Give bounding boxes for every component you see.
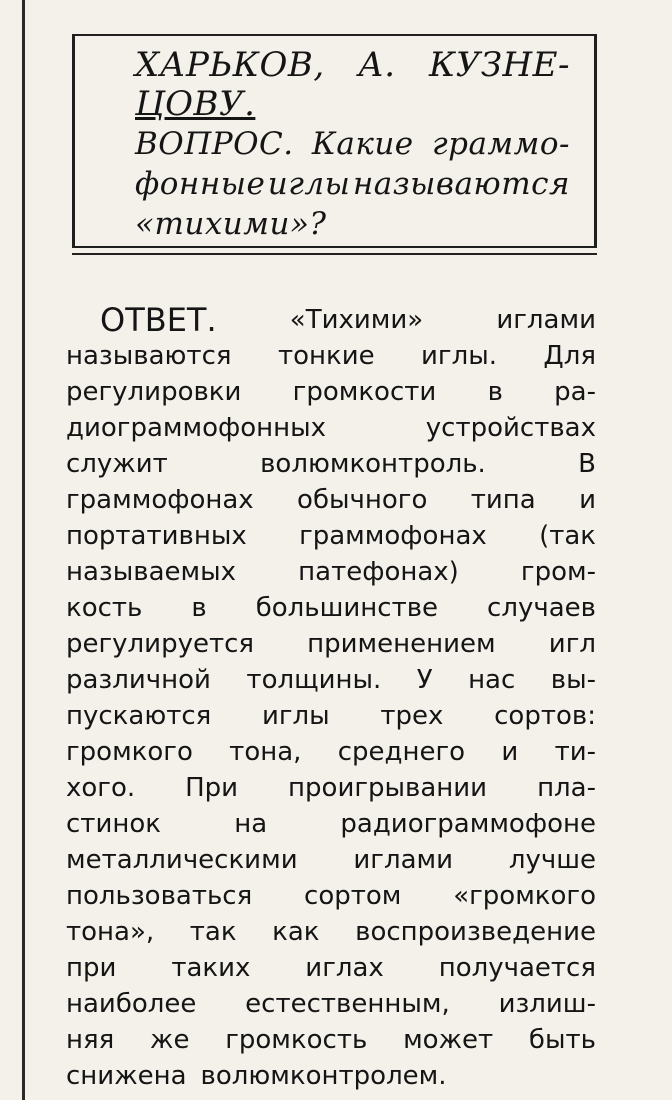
answer-word: хого. [66, 773, 136, 803]
answer-word: может [403, 1025, 494, 1055]
answer-word: среднего [337, 737, 466, 767]
answer-word: сортом [304, 881, 402, 911]
answer-word: В [578, 449, 596, 479]
answer-word: нас [468, 665, 516, 695]
answer-word: воспроизведение [355, 917, 596, 947]
answer-word: же [150, 1025, 190, 1055]
answer-word: в [191, 593, 207, 623]
answer-word: волюмконтроль. [260, 449, 486, 479]
answer-word: При [185, 773, 239, 803]
question-line-3 [135, 124, 570, 164]
answer-line [66, 482, 596, 518]
answer-line [66, 554, 596, 590]
answer-word: кость [66, 593, 143, 623]
answer-line [66, 410, 596, 446]
question-line-5 [135, 204, 570, 244]
question-word: фонные [135, 166, 266, 202]
answer-word: тона», [66, 917, 155, 947]
answer-word: так [189, 917, 237, 947]
answer-word: игл [548, 629, 596, 659]
answer-word: различной [66, 665, 211, 695]
answer-line [66, 914, 596, 950]
answer-word: иглами [353, 845, 454, 875]
answer-word: граммофонах [66, 485, 254, 515]
answer-word: регулировки [66, 377, 242, 407]
answer-word: случаев [487, 593, 596, 623]
answer-word: наиболее [66, 989, 197, 1019]
answer-word: иглы [261, 701, 330, 731]
answer-word: большинстве [255, 593, 439, 623]
answer-word: граммофонах [299, 521, 487, 551]
answer-word: ра- [554, 377, 596, 407]
answer-word: пла- [537, 773, 596, 803]
answer-word: тона, [229, 737, 302, 767]
answer-word: «громкого [453, 881, 596, 911]
heading-word: А. [358, 45, 396, 85]
question-word: иглы [267, 166, 351, 202]
question-heading-line-1 [135, 46, 570, 85]
answer-word: (так [539, 521, 596, 551]
answer-word: естественным, [245, 989, 450, 1019]
answer-word: лучше [508, 845, 596, 875]
answer-line [66, 950, 596, 986]
answer-word: при [66, 953, 117, 983]
question-box [72, 34, 597, 248]
answer-line [66, 374, 596, 410]
answer-word: няя [66, 1025, 115, 1055]
answer-word: пользоваться [66, 881, 253, 911]
answer-word: называются [66, 341, 232, 371]
left-column-rule [22, 0, 25, 1100]
answer-word: в [487, 377, 503, 407]
answer-word: громкого [66, 737, 193, 767]
answer-word: У [416, 665, 433, 695]
question-word: Какие [311, 126, 414, 162]
answer-word: проигрывании [288, 773, 488, 803]
answer-word: применением [307, 629, 496, 659]
answer-word: патефонах) [298, 557, 459, 587]
question-line-4 [135, 164, 570, 204]
question-word: граммо- [431, 126, 570, 162]
answer-line [66, 1058, 596, 1094]
answer-word: получается [438, 953, 596, 983]
answer-word: служит [66, 449, 168, 479]
answer-line [66, 338, 596, 374]
answer-line [66, 698, 596, 734]
heading-word: ХАРЬКОВ, [135, 45, 325, 85]
answer-word: волюмконтролем. [200, 1061, 447, 1091]
answer-word: иглами [496, 305, 596, 335]
question-box-bottom-rule [72, 253, 597, 255]
answer-word: громкости [292, 377, 437, 407]
answer-line [66, 878, 596, 914]
answer-text [66, 302, 596, 1094]
answer-word: тонкие [277, 341, 375, 371]
answer-word: портативных [66, 521, 247, 551]
heading-word: КУЗНЕ- [428, 45, 570, 85]
question-word: «тихими»? [135, 206, 327, 242]
answer-word: называемых [66, 557, 237, 587]
answer-word: пускаются [66, 701, 212, 731]
answer-word: устройствах [425, 413, 596, 443]
answer-word: ти- [554, 737, 596, 767]
answer-line [66, 806, 596, 842]
question-text [135, 46, 570, 244]
answer-word: громкость [225, 1025, 368, 1055]
answer-line [66, 302, 596, 338]
answer-word: иглы. [421, 341, 497, 371]
answer-line [66, 446, 596, 482]
answer-word: снижена [66, 1061, 187, 1091]
answer-word: стинок [66, 809, 161, 839]
question-heading-line-2 [135, 85, 570, 124]
answer-word: металлическими [66, 845, 298, 875]
answer-word: сортов: [494, 701, 596, 731]
answer-word: гром- [520, 557, 596, 587]
answer-word: на [234, 809, 268, 839]
question-word: ВОПРОС. [135, 126, 294, 162]
answer-word: трех [380, 701, 444, 731]
answer-word: излиш- [498, 989, 596, 1019]
answer-word: и [579, 485, 596, 515]
answer-line [66, 842, 596, 878]
answer-line [66, 518, 596, 554]
answer-word: быть [528, 1025, 596, 1055]
answer-line [66, 986, 596, 1022]
answer-word: таких [171, 953, 251, 983]
answer-word: как [272, 917, 320, 947]
answer-line [66, 590, 596, 626]
answer-line [66, 770, 596, 806]
answer-word: типа [470, 485, 536, 515]
answer-line [66, 662, 596, 698]
answer-word: иглах [305, 953, 384, 983]
answer-line [66, 734, 596, 770]
answer-word: радиограммофоне [340, 809, 596, 839]
answer-word: «Тихими» [289, 305, 424, 335]
answer-line [66, 1022, 596, 1058]
answer-word: толщины. [246, 665, 382, 695]
answer-word: регулируется [66, 629, 255, 659]
answer-word: ОТВЕТ. [100, 301, 217, 339]
answer-word: Для [543, 341, 596, 371]
answer-word: и [501, 737, 519, 767]
heading-word: ЦОВУ. [135, 84, 256, 124]
answer-line [66, 626, 596, 662]
answer-word: обычного [297, 485, 428, 515]
answer-word: диограммофонных [66, 413, 327, 443]
question-word: называются [352, 166, 570, 202]
answer-word: вы- [550, 665, 596, 695]
